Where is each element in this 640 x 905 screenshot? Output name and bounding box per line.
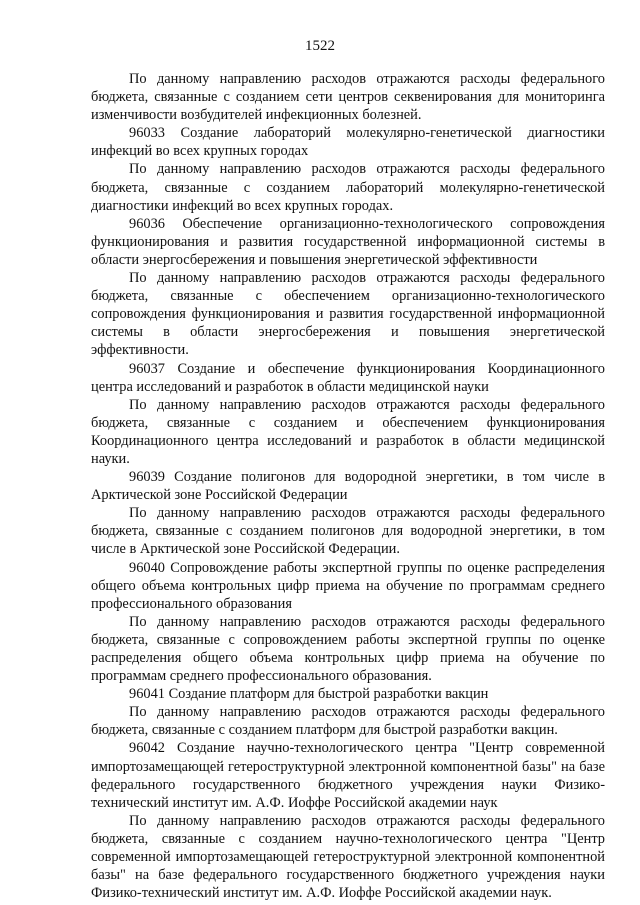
paragraph: По данному направлению расходов отражаются расходы федерального бюджета, связанные с обеспечением организационно-технологического сопровождения функционирования и развития государственной информационной системы в области энергосбережения и повышения энергетической эффективности.: [91, 270, 605, 359]
paragraph: По данному направлению расходов отражаются расходы федерального бюджета, связанные с сопровождением работы экспертной группы по оценке распределения общего объема контрольных цифр приема на обучение по программам среднего профессионального образования.: [91, 613, 605, 685]
page-number: 1522: [305, 38, 335, 54]
paragraph: По данному направлению расходов отражаются расходы федерального бюджета, связанные с созданием научно-технологического центра "Центр современной импортозамещающей гетероструктурной электронной компонентной базы" на базе федерального государственного бюджетного учреждения науки Физико-технический институт им. А.Ф. Иоффе Российской академии наук.: [91, 812, 605, 902]
paragraph: 96041 Создание платформ для быстрой разработки вакцин: [129, 686, 489, 703]
paragraph: По данному направлению расходов отражаются расходы федерального бюджета, связанные с созданием платформ для быстрой разработки вакцин.: [91, 704, 605, 739]
paragraph: 96033 Создание лабораторий молекулярно-генетической диагностики инфекций во всех крупных городах: [91, 125, 605, 160]
paragraph: По данному направлению расходов отражаются расходы федерального бюджета, связанные с созданием сети центров секвенирования для мониторинга изменчивости возбудителей инфекционных болезней.: [91, 71, 605, 124]
paragraph: 96036 Обеспечение организационно-технологического сопровождения функционирования и развития государственной информационной системы в области энергосбережения и повышения энергетической эффективности: [91, 215, 605, 268]
paragraph: 96040 Сопровождение работы экспертной группы по оценке распределения общего объема контрольных цифр приема на обучение по программам среднего профессионального образования: [91, 559, 605, 612]
document-body: [91, 70, 605, 902]
paragraph: 96039 Создание полигонов для водородной энергетики, в том числе в Арктической зоне Российской Федерации: [91, 469, 605, 504]
paragraph: 96042 Создание научно-технологического центра "Центр современной импортозамещающей гетероструктурной электронной компонентной базы" на базе федерального государственного бюджетного учреждения науки Физико-технический институт им. А.Ф. Иоффе Российской академии наук: [91, 740, 605, 811]
paragraph: По данному направлению расходов отражаются расходы федерального бюджета, связанные с созданием полигонов для водородной энергетики, в том числе в Арктической зоне Российской Федерации.: [91, 505, 605, 558]
paragraph: По данному направлению расходов отражаются расходы федерального бюджета, связанные с созданием и обеспечением функционирования Координационного центра исследований и разработок в области медицинской науки.: [91, 396, 605, 467]
paragraph: По данному направлению расходов отражаются расходы федерального бюджета, связанные с созданием лабораторий молекулярно-генетической диагностики инфекций во всех крупных городах.: [91, 161, 605, 214]
paragraph: 96037 Создание и обеспечение функционирования Координационного центра исследований и разработок в области медицинской науки: [91, 360, 605, 395]
